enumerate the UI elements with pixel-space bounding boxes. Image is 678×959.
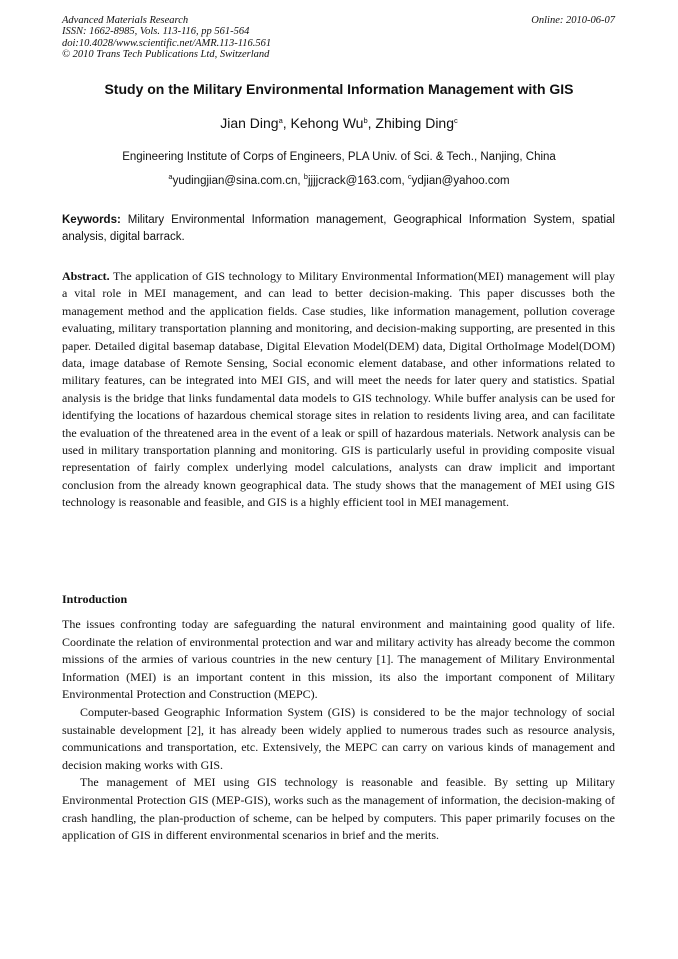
author-separator: , bbox=[282, 115, 291, 131]
email-address: jjjjcrack@163.com bbox=[307, 175, 402, 187]
section-heading-introduction: Introduction bbox=[62, 592, 128, 606]
author-name: Zhibing Ding bbox=[375, 115, 455, 131]
copyright-line: © 2010 Trans Tech Publications Ltd, Switzerland bbox=[62, 49, 270, 61]
issn-line: ISSN: 1662-8985, Vols. 113-116, pp 561-564 bbox=[62, 26, 250, 38]
author-list bbox=[0, 115, 678, 131]
journal-name: Advanced Materials Research bbox=[62, 15, 189, 26]
email-list bbox=[0, 172, 678, 187]
author-separator: , bbox=[367, 115, 376, 131]
email-mark: b bbox=[303, 172, 308, 181]
abstract-label: Abstract. bbox=[62, 269, 110, 283]
author-affil-mark: b bbox=[363, 116, 368, 125]
journal-header bbox=[62, 15, 271, 61]
intro-paragraph: Computer-based Geographic Information System (GIS) is considered to be the major technology of social sustainable development [2], it has already been widely applied to numerous trades such as resource analysis, communications and transportation, etc. Extensively, the MEPC can carry on various kinds of management and decision making works with GIS. bbox=[62, 704, 615, 772]
email-address: ydjian@yahoo.com bbox=[411, 175, 510, 187]
email-separator: , bbox=[401, 175, 408, 187]
email-address: yudingjian@sina.com.cn bbox=[172, 175, 298, 187]
email-mark: a bbox=[168, 172, 173, 181]
paper-title: Study on the Military Environmental Information Management with GIS bbox=[104, 81, 574, 97]
keywords-block bbox=[62, 212, 615, 246]
email-mark: c bbox=[407, 172, 412, 181]
author-affil-mark: a bbox=[278, 116, 283, 125]
keywords-text: Military Environmental Information management, Geographical Information System, spatial analysis, digital barrack. bbox=[62, 214, 615, 243]
online-date: Online: 2010-06-07 bbox=[531, 15, 615, 26]
abstract-text: The application of GIS technology to Military Environmental Information(MEI) management will play a vital role in MEI management, and can lead to better decision-making. This paper discusses both the management method and the application fields. Case studies, like information management, pollution coverage evaluating, military transportation planning and monitoring, and decision-making supporting, are presented in this paper. Detailed digital basemap database, Digital Elevation Model(DEM) data, Digital OrthoImage Model(DOM) data, image database of Remote Sensing, Social economic element database, and other informations related to military features, can be integrated into MEI GIS, and will meet the needs for later query and statistics. Spatial analysis is the bridge that links fundamental data models to GIS technology. While buffer analysis can be used for identifying the locations of hazardous chemical storage sites in relation to residents living area, and can facilitate the evaluation of the threatened area in the event of a leak or spill of hazardous materials. Network analysis can be used in military transportation planning and monitoring. GIS is particularly useful in providing composite visual representation of fairly complex underlying model calculations, analysts can draw implicit and important conclusion from the already known geographical data. The study shows that the management of MEI using GIS technology is reasonable and feasible, and GIS is a highly efficient tool in MEI management. bbox=[62, 269, 615, 510]
intro-paragraph: The issues confronting today are safeguarding the natural environment and maintaining good quality of life. Coordinate the relation of environmental protection and war and military activity has already become the common missions of the armies of various countries in the new century [1]. The management of Military Environmental Information (MEI) is an important content in this mission, its also the important component of Military Environmental Protection and Construction (MEPC). bbox=[62, 617, 615, 702]
doi-line: doi:10.4028/www.scientific.net/AMR.113-116.561 bbox=[62, 37, 272, 49]
keywords-label: Keywords: bbox=[62, 214, 121, 226]
intro-paragraph: The management of MEI using GIS technology is reasonable and feasible. By setting up Military Environmental Protection GIS (MEP-GIS), works such as the management of information, the decision-making of crash handling, the plan-production of scheme, can be helped by computers. This paper primarily focuses on the application of GIS in different environmental scenarios in brief and the merits. bbox=[62, 775, 615, 843]
author-name: Jian Ding bbox=[220, 115, 279, 131]
email-separator: , bbox=[297, 175, 304, 187]
affiliation: Engineering Institute of Corps of Engineers, PLA Univ. of Sci. & Tech., Nanjing, China bbox=[122, 151, 556, 163]
author-affil-mark: c bbox=[454, 116, 458, 125]
author-name: Kehong Wu bbox=[290, 115, 364, 131]
abstract-block bbox=[62, 268, 615, 512]
introduction-body bbox=[62, 616, 615, 845]
